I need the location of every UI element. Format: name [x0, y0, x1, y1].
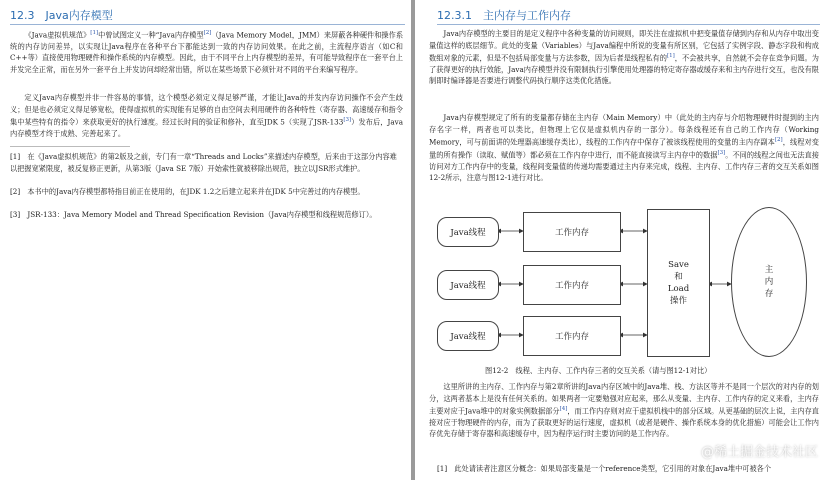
footnote: [2] 本书中的Java内存模型都特指目前正在使用的，在JDK 1.2之后建立起来并在JDK 5中完善过的内存模型。	[10, 187, 365, 196]
footnote-divider	[10, 146, 130, 147]
figure-caption: 图12-2 线程、主内存、工作内存三者的交互关系（请与图12-1对比）	[485, 366, 712, 375]
footnote-ref[interactable]: [2]	[203, 30, 212, 36]
body-paragraph: 这里所讲的主内存、工作内存与第2章所讲的Java内存区域中的Java堆、栈、方法区等并不是同一个层次的对内存的划分，这两者基本上是没有任何关系的。如果两者一定要勉强对应起来，那么从变量、主内存、工作内存的定义来看，主内存主要对应于Java堆中的对象实例数据部分[4]，而工作内存则对应于虚拟机栈中的部分区域。从更基础的层次上说，主内存直接对应于物理硬件的内存，而为了获取更好的运行速度，虚拟机（或者是硬件、操作系统本身的优化措施）可能会让工作内存优先存储于寄存器和高速缓存中，因为程序运行时主要访问的是工作内存。	[429, 382, 819, 439]
heading-rule	[10, 24, 405, 25]
footnote-ref[interactable]: [3]	[717, 149, 726, 156]
java-thread-box: Java线程	[437, 321, 499, 351]
body-paragraph: 《Java虚拟机规范》[1]中曾试图定义一种“Java内存模型[2]（Java Memory Model，JMM）来屏蔽各种硬件和操作系统的内存访问差异，以实现让Java程序在各种平台下都能达到一致的内存访问效果。在此之前，主流程序语言（如C和C++等）直接使用物理硬件和操作系统的内存模型。因此，由于不同平台上内存模型的差异，有可能导致程序在一套平台上并发完全正常，而在另外一套平台上并发访问却经常出错，所以在某些场景下必须针对不同的平台来编写程序。	[10, 30, 404, 74]
footnote-ref[interactable]: [1]	[90, 30, 99, 36]
footnote: [3] JSR-133：Java Memory Model and Thread Specification Revision（Java内存模型和线程规范修订）。	[10, 210, 377, 219]
footnote: [1] 在《Java虚拟机规范》的第2版及之前，专门有一章“Threads and Locks”来描述内存模型，后来由于这部分内容难以把握宽紧限度，被反复修正更新，从第3版（Java SE 7版）开始索性就被移除出规范，独立以JSR形式维护。	[10, 152, 397, 173]
subsection-heading: 12.3.1 主内存与工作内存	[437, 9, 571, 22]
footnote-ref[interactable]: [3]	[343, 117, 352, 123]
footnote-ref[interactable]: [1]	[666, 53, 675, 59]
body-paragraph: 定义Java内存模型并非一件容易的事情，这个模型必须定义得足够严谨，才能让Java的并发内存访问操作不会产生歧义；但是也必须定义得足够宽松，使得虚拟机的实现能有足够的自由空间去利用硬件的各种特性（寄存器、高速缓存和指令集中某些特有的指令）来获取更好的执行速度。经过长时间的验证和修补，直至JDK 5（实现了JSR-133[3]）发布后，Java内存模型才终于成熟、完善起来了。	[10, 93, 403, 138]
footnote-ref[interactable]: [4]	[559, 406, 568, 412]
work-memory-box: 工作内存	[523, 316, 621, 356]
right-page	[415, 0, 826, 480]
section-heading: 12.3 Java内存模型	[10, 9, 113, 22]
left-page	[0, 0, 411, 480]
java-thread-box: Java线程	[437, 270, 499, 300]
body-paragraph: Java内存模型规定了所有的变量都存储在主内存（Main Memory）中（此处的主内存与介绍物理硬件时提到的主内存名字一样，两者也可以类比，但物理上它仅是虚拟机内存的一部分）。每条线程还有自己的工作内存（Working Memory，可与前面讲的处理器高速缓存类比），线程的工作内存中保存了被该线程使用的变量的主内存副本[2]，线程对变量的所有操作（读取、赋值等）都必须在工作内存中进行，而不能直接读写主内存中的数据[3]。不同的线程之间也无法直接访问对方工作内存中的变量，线程间变量值的传递均需要通过主内存来完成，线程、主内存、工作内存三者的交互关系如图12-2所示，注意与图12-1进行对比。	[429, 113, 819, 183]
work-memory-box: 工作内存	[523, 212, 621, 252]
body-paragraph: Java内存模型的主要目的是定义程序中各种变量的访问规则，即关注在虚拟机中把变量值存储到内存和从内存中取出变量值这样的底层细节。此处的变量（Variables）与Java编程中所说的变量有所区别，它包括了实例字段、静态字段和构成数组对象的元素，但是不包括局部变量与方法参数，因为后者是线程私有的[1]，不会被共享，自然就不会存在竞争问题。为了获得更好的执行效能，Java内存模型并没有限制执行引擎使用处理器的特定寄存器或缓存来和主内存进行交互，也没有限制即时编译器是否要进行调整代码执行顺序这类优化措施。	[429, 29, 819, 86]
footnote-ref[interactable]: [2]	[774, 137, 783, 143]
work-memory-box: 工作内存	[523, 265, 621, 305]
footnote: [1] 此处请读者注意区分概念：如果局部变量是一个reference类型，它引用的对象在Java堆中可被各个	[437, 464, 772, 473]
memory-interaction-diagram	[425, 207, 817, 357]
save-load-box: Save 和 Load 操作	[647, 209, 710, 357]
watermark: @稀土掘金技术社区	[700, 445, 818, 460]
heading-rule	[437, 24, 820, 25]
java-thread-box: Java线程	[437, 217, 499, 247]
main-memory-ellipse: 主 内 存	[731, 207, 807, 357]
